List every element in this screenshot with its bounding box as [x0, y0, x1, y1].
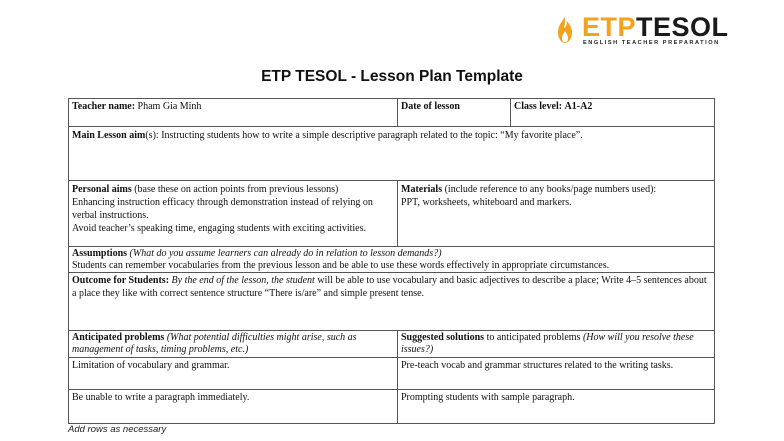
outcome-cell — [69, 273, 714, 330]
assumptions-cell — [69, 247, 714, 272]
logo-brand-etp: ETP — [582, 12, 637, 42]
materials-text: PPT, worksheets, whiteboard and markers. — [401, 197, 572, 208]
flame-icon — [552, 15, 578, 45]
personal-aim-line: Enhancing instruction efficacy through demonstration instead of relying on verbal instructions. — [72, 197, 373, 221]
outcome-text: will be able to use vocabulary and basic adjectives to describe a place; Write 4–5 sentences about a place they like with correct sentence structure “There is/are” and simple present tense. — [72, 275, 707, 299]
teacher-label: Teacher name: — [72, 101, 136, 112]
solutions-mid: to anticipated problems — [484, 332, 583, 343]
add-rows-note: Add rows as necessary — [68, 424, 167, 435]
solutions-hint: (How will you resolve these issues?) — [401, 332, 694, 355]
personal-aims-hint: (base these on action points from previous lessons) — [131, 184, 339, 195]
materials-hint: (include reference to any books/page numbers used): — [442, 184, 657, 195]
teacher-name-cell — [69, 99, 397, 126]
document-title: ETP TESOL - Lesson Plan Template — [261, 68, 523, 85]
main-aim-label-suffix: (s): — [145, 130, 162, 141]
teacher-value: Pham Gia Minh — [137, 101, 202, 112]
solution-row: Prompting students with sample paragraph. — [401, 392, 575, 403]
assumptions-hint: (What do you assume learners can already do in relation to lesson demands?) — [127, 248, 442, 259]
outcome-lead: By the end of the lesson, the student — [169, 275, 315, 286]
logo-wordmark — [582, 12, 729, 42]
class-label: Class level: — [514, 101, 563, 112]
outcome-label: Outcome for Students: — [72, 275, 170, 286]
etp-tesol-logo — [552, 12, 729, 49]
problem-row: Be unable to write a paragraph immediately. — [72, 392, 250, 403]
main-aim-cell — [69, 128, 714, 180]
class-value: A1-A2 — [564, 101, 593, 112]
problems-hint: (What potential difficulties might arise, such as management of tasks, timing problems, etc.) — [72, 332, 357, 355]
personal-aim-line: Avoid teacher’s speaking time, engaging students with exciting activities. — [72, 223, 367, 234]
materials-label: Materials — [401, 184, 443, 195]
main-aim-label: Main Lesson aim — [72, 130, 146, 141]
main-aim-text: Instructing students how to write a simple descriptive paragraph related to the topic: “My favorite place”. — [161, 130, 583, 141]
class-level-cell — [511, 99, 714, 126]
solutions-label: Suggested solutions — [401, 332, 485, 343]
assumptions-text: Students can remember vocabularies from the previous lesson and be able to use these words effectively in appropriate circumstances. — [72, 260, 610, 271]
materials-cell — [398, 182, 714, 246]
logo-tagline: ENGLISH TEACHER PREPARATION — [583, 40, 720, 46]
date-cell — [398, 99, 510, 126]
solution-row: Pre-teach vocab and grammar structures related to the writing tasks. — [401, 360, 674, 371]
problem-row: Limitation of vocabulary and grammar. — [72, 360, 230, 371]
solutions-header-cell — [398, 331, 714, 357]
personal-aims-label: Personal aims — [72, 184, 132, 195]
date-label: Date of lesson — [401, 101, 460, 112]
logo-brand-tesol: TESOL — [636, 12, 729, 42]
problems-label: Anticipated problems — [72, 332, 165, 343]
personal-aims-cell — [69, 182, 397, 246]
problems-header-cell — [69, 331, 397, 357]
assumptions-label: Assumptions — [72, 248, 128, 259]
